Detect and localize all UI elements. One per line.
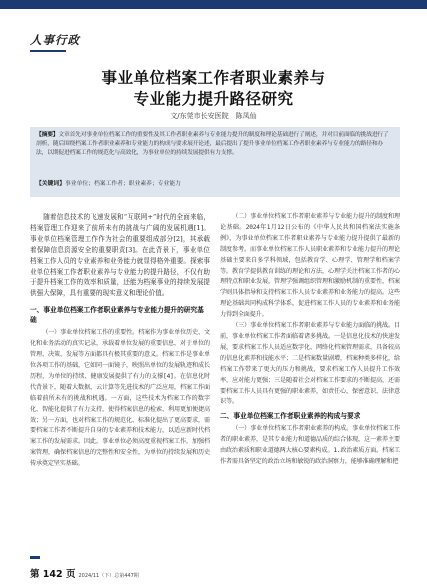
issue-info: 2024/11（下）总第447期 bbox=[78, 573, 139, 579]
abstract-text: 文章首先对事业单位档案工作的重要性及其工作者职业素养与专业能力提升的制度和理论基础进行了阐述，并对目前面临的挑战进行了剖析，随后围绕档案工作者职业素养和专业能力的构成与要求展开论述，最后提出了提升事业单位档案工作者职业素养与专业能力的路径和办法，以期促进档案工作的规范化与高效化，为事业单位的持续发展提供有力支撑。 bbox=[36, 132, 389, 156]
body-column-left bbox=[30, 212, 210, 470]
abstract-label: 【摘要】 bbox=[36, 132, 59, 138]
subsection-paragraph: （一）事业单位档案工作的重要性。档案作为事业单位历史、文化和业务活动的真实记录，承载着单位发展的重要信息，对于单位的管理、决策、发展等方面都具有极其重要的意义。档案工作是事业单位各项工作的基础，它如同一面镜子，映照出单位的发展轨迹和成长历程，为单位的持续、健康发展提供了有力的支撑[4]。在信息化时代背景下，随着大数据、云计算等先进技术的广泛应用，档案工作面临着前所未有的挑战和机遇。一方面，这些技术为档案工作的数字化、智能化提供了有力支持，使得档案信息的检索、利用更加便捷高效；另一方面，也对档案工作的规范化、标准化提出了更高要求，需要档案工作者不断提升自身的专业素养和技术能力，以适应新时代档案工作的发展需求。因此，事业单位必须高度重视档案工作，加强档案管理，确保档案信息的完整性和安全性，为单位的持续发展和历史传承奠定坚实基础。 bbox=[30, 329, 210, 468]
page-footer bbox=[30, 562, 230, 580]
keywords bbox=[36, 180, 394, 189]
intro-paragraph: 随着信息技术的飞速发展和“互联网+”时代的全面来临，档案管理工作迎来了前所未有的挑战与广阔的发展机遇[1]。事业单位档案管理工作作为社会的重要组成部分[2]，其承载着保障信息资源安全的重要职责[3]。在此背景下，事业单位档案工作人员的专业素养和业务能力就显得格外重要。探索事业单位档案工作者职业素养与专业能力的提升路径，不仅有助于提升档案工作的效率和质量，还能为档案事业的持续发展提供强大保障，具有重要的现实意义和理论价值。 bbox=[30, 213, 210, 298]
page-number: 第 142 页 bbox=[30, 569, 76, 580]
keywords-text: 事业单位；档案工作者；职业素养；专业能力 bbox=[65, 181, 181, 187]
section-underline bbox=[30, 50, 66, 52]
article-title-line-1: 事业单位档案工作者职业素养与 bbox=[101, 69, 326, 87]
article-title-line-2: 专业能力提升路径研究 bbox=[133, 90, 294, 108]
footer-accent-bar bbox=[30, 556, 40, 559]
section-heading-2: 二、事业单位档案工作者职业素养的构成与要求 bbox=[220, 412, 361, 421]
author-line: 文/东莞市长安医院 陈凤仙 bbox=[170, 112, 257, 120]
section-heading-1: 一、事业单位档案工作者职业素养与专业能力提升的研究基础 bbox=[30, 306, 204, 325]
top-color-band bbox=[0, 0, 427, 9]
section-tag: 人事行政 bbox=[30, 33, 80, 47]
keywords-label: 【关键词】 bbox=[36, 181, 65, 187]
abstract bbox=[36, 131, 394, 158]
body-column-right bbox=[220, 212, 400, 468]
subsection-paragraph: （二）事业单位档案工作者职业素养与专业能力提升的制度和理论基础。2024年1月12日公布的《中华人民共和国档案法实施条例》，为事业单位档案工作者职业素养与专业能力提升提供了最新的制度参考。而事业单位档案工作人员职业素养和专业能力提升的理论基础主要来自多学科领域，包括教育学、心理学、管理学和档案学等。教育学提供教育训练的理论和方法，心理学关注档案工作者的心理特点和职业发展，管理学强调组织管理和激励机制的重要性，档案学则具体指导和支持档案工作人员专业素养和业务能力的提高。这些理论基础共同构成科学体系，促进档案工作人员的专业素养和业务能力得到全面提升。 bbox=[220, 213, 400, 319]
subsection-paragraph: （三）事业单位档案工作者职业素养与专业能力面临的挑战。目前，事业单位档案工作者面临着诸多挑战。一是信息化技术的快速发展，要求档案工作人员适应数字化、网络化档案管理需求，具备较高的信息化素养和技能水平；二是档案数量剧增，档案种类多样化，给档案工作带来了更大的压力和挑战，要求档案工作人员提升工作效率，应对能力更强；三是随着社会对档案工作要求的不断提高，还需要档案工作人员具有更强的职业素养，如责任心、保密意识、法律意识等。 bbox=[220, 322, 400, 406]
subsection-paragraph: （一）事业单位档案工作者职业素养的构成。事业单位档案工作者的职业素养，是其专业能力和道德品质的综合体现，这一素养主要由政治素质和职业道德两大核心要素构成。1.政治素质方面。档案工作者需具备坚定的政治立场和敏锐的政治洞察力，能够准确理解和把 bbox=[220, 425, 400, 466]
